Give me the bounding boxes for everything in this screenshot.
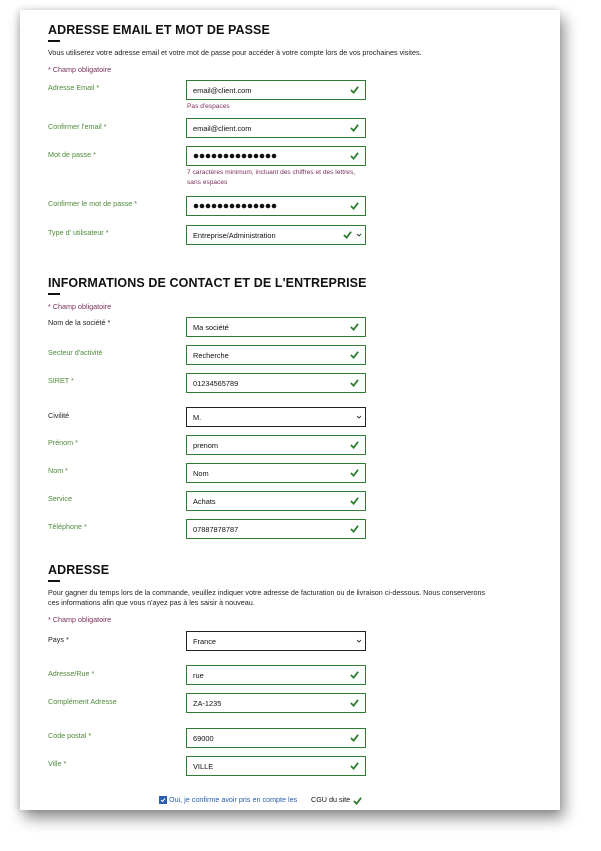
firstname-value: prenom: [193, 441, 219, 450]
complement-value: ZA-1235: [193, 699, 222, 708]
chevron-down-icon: [356, 414, 362, 420]
civility-value: M.: [193, 413, 202, 422]
check-icon: [350, 151, 359, 160]
siret-field[interactable]: [186, 373, 366, 393]
phone-field[interactable]: [186, 519, 366, 539]
section-title-underline: [48, 580, 60, 582]
sector-field[interactable]: [186, 345, 366, 365]
siret-label: SIRET *: [48, 376, 74, 385]
email-confirm-field[interactable]: [186, 118, 366, 138]
password-confirm-label: Confirmer le mot de passe *: [48, 199, 138, 208]
chevron-down-icon: [356, 232, 362, 238]
cgu-link[interactable]: CGU du site: [311, 795, 351, 804]
check-icon: [350, 322, 359, 331]
required-note: * Champ obligatoire: [48, 65, 112, 74]
complement-label: Complément Adresse: [48, 697, 117, 706]
firstname-field[interactable]: [186, 435, 366, 455]
password-label: Mot de passe *: [48, 150, 96, 159]
check-icon: [350, 201, 359, 210]
check-icon: [350, 378, 359, 387]
password-mask-dots: [193, 203, 279, 209]
password-mask-dots: [193, 153, 279, 159]
section-intro: Vous utiliserez votre adresse email et votre mot de passe pour accéder à votre compte lors de vos prochaines visites.: [48, 48, 422, 57]
lastname-label: Nom *: [48, 466, 68, 475]
user-type-label: Type d' utilisateur *: [48, 228, 109, 237]
street-value: rue: [193, 671, 204, 680]
company-value: Ma société: [193, 323, 229, 332]
section-title-underline: [48, 293, 60, 295]
registration-form-page: [20, 10, 560, 810]
password-field[interactable]: [186, 146, 366, 166]
check-icon: [350, 468, 359, 477]
address-intro-line1: Pour gagner du temps lors de la commande, veuillez indiquer votre adresse de facturation ou de livraison ci-dessous. Nous conserverons: [48, 588, 486, 597]
check-icon: [350, 733, 359, 742]
user-type-value: Entreprise/Administration: [193, 231, 276, 240]
phone-label: Téléphone *: [48, 522, 87, 531]
check-icon: [353, 796, 362, 805]
section-title-address: ADRESSE: [48, 563, 110, 577]
service-label: Service: [48, 494, 72, 503]
postcode-field[interactable]: [186, 728, 366, 748]
password-hint-line1: 7 caractères minimum, incluant des chiffres et des lettres,: [187, 169, 356, 176]
service-field[interactable]: [186, 491, 366, 511]
email-confirm-label: Confirmer l'email *: [48, 122, 107, 131]
firstname-label: Prénom *: [48, 438, 78, 447]
check-icon: [350, 524, 359, 533]
complement-field[interactable]: [186, 693, 366, 713]
postcode-label: Code postal *: [48, 731, 92, 740]
section-title-contact: INFORMATIONS DE CONTACT ET DE L'ENTREPRISE: [48, 276, 367, 290]
city-label: Ville *: [48, 759, 67, 768]
sector-label: Secteur d'activité: [48, 348, 103, 357]
check-icon: [350, 670, 359, 679]
required-note: * Champ obligatoire: [48, 615, 112, 624]
checkmark-icon: [160, 797, 166, 803]
check-icon: [350, 496, 359, 505]
cgu-row: [159, 794, 379, 806]
check-icon: [343, 230, 352, 239]
street-label: Adresse/Rue *: [48, 669, 95, 678]
email-hint: Pas d'espaces: [187, 103, 230, 110]
check-icon: [350, 350, 359, 359]
check-icon: [350, 123, 359, 132]
phone-value: 07887878787: [193, 525, 239, 534]
password-hint-line2: sans espaces: [187, 179, 228, 186]
city-value: VILLE: [193, 762, 214, 771]
lastname-field[interactable]: [186, 463, 366, 483]
country-value: France: [193, 637, 217, 646]
required-note: * Champ obligatoire: [48, 302, 112, 311]
sector-value: Recherche: [193, 351, 229, 360]
check-icon: [350, 440, 359, 449]
email-value: email@client.com: [193, 86, 252, 95]
civility-label: Civilité: [48, 411, 70, 420]
service-value: Achats: [193, 497, 216, 506]
siret-value: 01234565789: [193, 379, 239, 388]
address-intro-line2: ces informations afin que vous n'ayez pas à les saisir à nouveau.: [48, 598, 255, 607]
lastname-value: Nom: [193, 469, 209, 478]
street-field[interactable]: [186, 665, 366, 685]
check-icon: [350, 698, 359, 707]
cgu-checkbox[interactable]: [159, 796, 167, 804]
company-field[interactable]: [186, 317, 366, 337]
user-type-select[interactable]: [186, 225, 366, 245]
check-icon: [350, 761, 359, 770]
check-icon: [350, 85, 359, 94]
password-confirm-field[interactable]: [186, 196, 366, 216]
section-title-underline: [48, 40, 60, 42]
city-field[interactable]: [186, 756, 366, 776]
cgu-text: Oui, je confirme avoir pris en compte les: [169, 795, 298, 804]
email-field[interactable]: [186, 80, 366, 100]
country-label: Pays *: [48, 635, 69, 644]
email-label: Adresse Email *: [48, 83, 100, 92]
postcode-value: 69000: [193, 734, 214, 743]
chevron-down-icon: [356, 638, 362, 644]
company-label: Nom de la société *: [48, 318, 111, 327]
email-confirm-value: email@client.com: [193, 124, 252, 133]
country-select[interactable]: [186, 631, 366, 651]
section-title-account: ADRESSE EMAIL ET MOT DE PASSE: [48, 23, 270, 37]
civility-select[interactable]: [186, 407, 366, 427]
